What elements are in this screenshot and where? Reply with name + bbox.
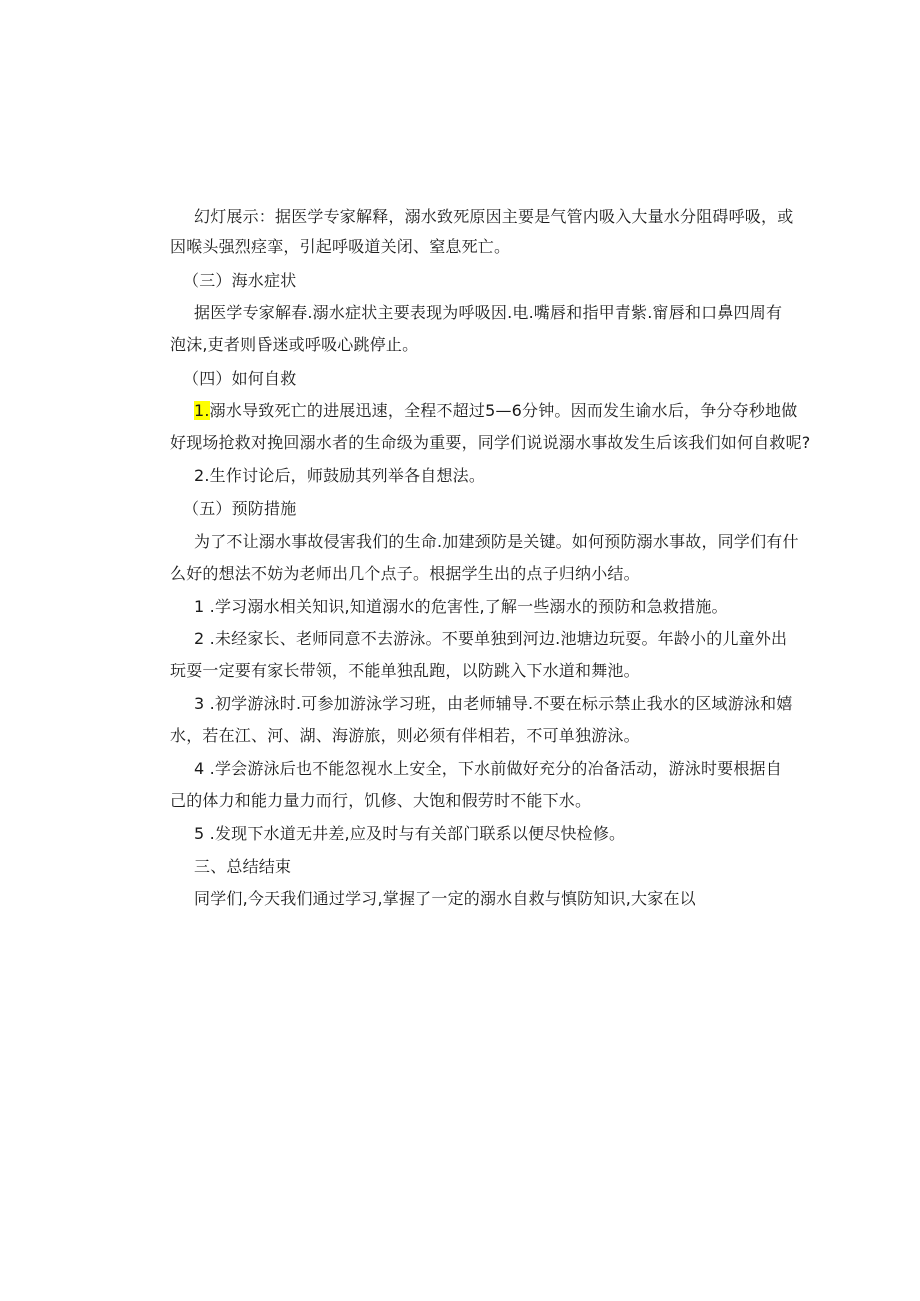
- paragraph-line: 为了不让溺水事故侵害我们的生命.加建颈防是关键。如何预防溺水事故，同学们有什: [194, 532, 799, 551]
- paragraph-line: 幻灯展示：据医学专家解释，溺水致死原因主要是气管内吸入大量水分阻碍呼吸，或: [194, 207, 794, 226]
- highlighted-number: 1.: [194, 401, 210, 420]
- section-heading: 三、总结结束: [194, 857, 292, 876]
- section-heading: （四）如何自救: [183, 369, 297, 388]
- list-item: 2 .未经家长、老师同意不去游泳。不要单独到河边.池塘边玩耍。年龄小的儿童外出: [194, 629, 788, 648]
- list-item: 5 .发现下水道无井差,应及时与有关部门联系以便尽快检修。: [194, 824, 626, 843]
- paragraph-line: 泡沫,吏者则昏迷或呼吸心跳停止。: [170, 335, 419, 354]
- list-item-continuation: 玩耍一定要有家长带领，不能单独乱跑，以防跳入下水道和舞池。: [170, 661, 640, 680]
- paragraph-line: 2.生作讨论后，师鼓励其列举各自想法。: [194, 466, 486, 485]
- paragraph-line: 因喉头强烈痉挛，引起呼吸道关闭、窒息死亡。: [170, 237, 511, 256]
- paragraph-line: 据医学专家解春.溺水症状主要表现为呼吸因.电.嘴唇和指甲青紫.甯唇和口鼻四周有: [194, 303, 783, 322]
- list-item: 1 .学习溺水相关知识,知道溺水的危害性,了解一些溺水的预防和急救措施。: [194, 597, 728, 616]
- section-heading: （三）海水症状: [183, 271, 297, 290]
- paragraph-line: 好现场抢救对挽回溺水者的生命级为重要，同学们说说溺水事故发生后该我们如何自救呢?: [170, 433, 811, 452]
- list-item-continuation: 水，若在江、河、湖、海游旅，则必须有伴相若，不可单独游泳。: [170, 726, 640, 745]
- list-item: 3 .初学游泳时.可参加游泳学习班，由老师辅导.不要在标示禁止我水的区域游泳和嬉: [194, 694, 793, 713]
- list-item: 4 .学会游泳后也不能忽视水上安全，下水前做好充分的冶备活动，游泳时要根据自: [194, 759, 782, 778]
- paragraph-line: 么好的想法不妨为老师出几个点子。根据学生出的点子归纳小结。: [170, 564, 640, 583]
- paragraph-text: 溺水导致死亡的进展迅速，全程不超过5—6分钟。因而发生谕水后，争分夺秒地做: [209, 401, 798, 420]
- list-item-continuation: 己的体力和能力量力而行，饥修、大饱和假劳时不能下水。: [170, 791, 592, 810]
- section-heading: （五）预防措施: [183, 499, 297, 518]
- paragraph-line: 同学们,今天我们通过学习,掌握了一定的溺水自救与慎防知识,大家在以: [194, 889, 696, 908]
- paragraph-line: [194, 400, 797, 422]
